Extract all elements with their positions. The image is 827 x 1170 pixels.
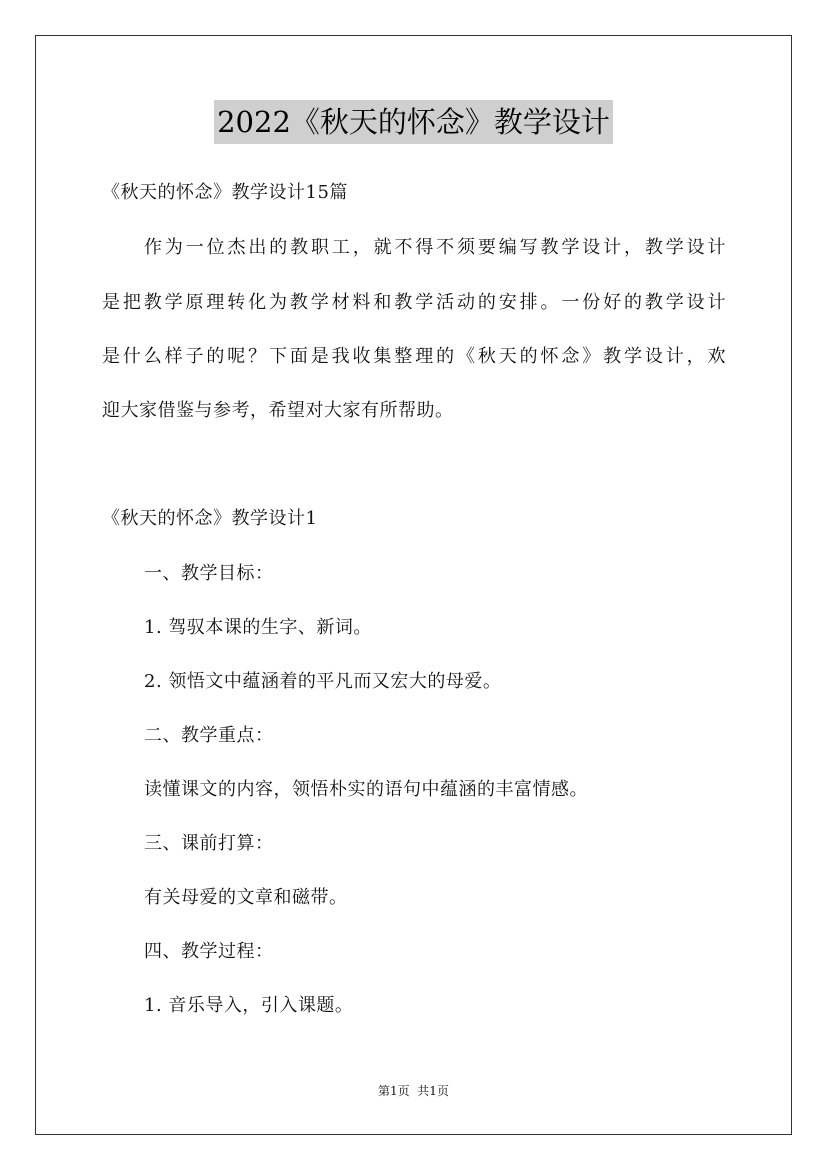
document-title-wrapper — [0, 100, 827, 144]
intro-line-1: 作为一位杰出的教职工，就不得不须要编写教学设计，教学设计 — [144, 237, 726, 258]
document-title: 2022《秋天的怀念》教学设计 — [214, 100, 613, 144]
body-line-4: 二、教学重点： — [144, 725, 274, 746]
body-line-5: 读懂课文的内容，领悟朴实的语句中蕴涵的丰富情感。 — [144, 779, 588, 800]
document-subtitle: 《秋天的怀念》教学设计15篇 — [102, 182, 348, 203]
body-line-9: 1. 音乐导入，引入课题。 — [144, 995, 354, 1016]
section-heading: 《秋天的怀念》教学设计1 — [102, 508, 318, 529]
body-line-6: 三、课前打算： — [144, 833, 274, 854]
body-line-8: 四、教学过程： — [144, 941, 274, 962]
body-line-2: 1. 驾驭本课的生字、新词。 — [144, 617, 372, 638]
intro-line-3: 是什么样子的呢？下面是我收集整理的《秋天的怀念》教学设计，欢 — [102, 346, 726, 367]
intro-line-2: 是把教学原理转化为教学材料和教学活动的安排。一份好的教学设计 — [102, 292, 726, 313]
body-line-3: 2. 领悟文中蕴涵着的平凡而又宏大的母爱。 — [144, 671, 502, 692]
intro-line-4: 迎大家借鉴与参考，希望对大家有所帮助。 — [102, 400, 454, 421]
body-line-1: 一、教学目标： — [144, 563, 274, 584]
page-footer: 第1页 共1页 — [378, 1084, 449, 1098]
body-line-7: 有关母爱的文章和磁带。 — [144, 887, 348, 908]
